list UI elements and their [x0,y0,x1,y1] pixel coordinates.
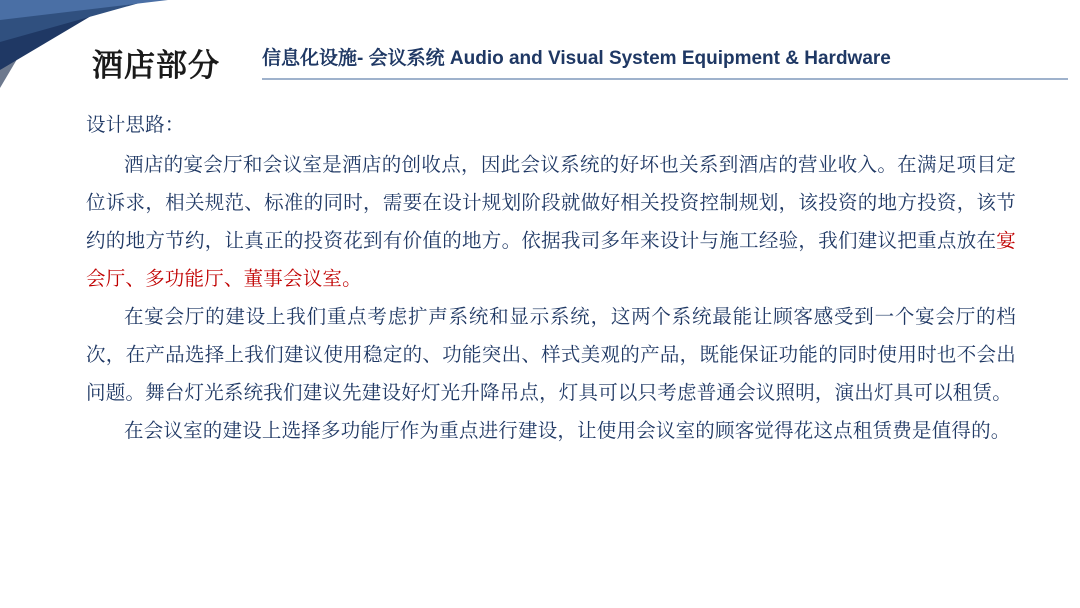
header-divider [262,78,1068,80]
page-title: 酒店部分 [92,48,220,83]
corner-triangle-light [0,0,168,20]
slide-body [86,106,1016,450]
body-paragraph-1-highlight: 宴会厅、多功能厅、董事会议室。 [86,230,1016,290]
body-lead-label: 设计思路： [86,114,185,136]
body-paragraph-1-text: 酒店的宴会厅和会议室是酒店的创收点，因此会议系统的好坏也关系到酒店的营业收入。在满足项目定位诉求，相关规范、标准的同时，需要在设计规划阶段就做好相关投资控制规划，该投资的地方投资，该节约的地方节约，让真正的投资花到有价值的地方。依据我司多年来设计与施工经验，我们建议把重点放在 [86,154,1016,252]
body-paragraph-2: 在宴会厅的建设上我们重点考虑扩声系统和显示系统，这两个系统最能让顾客感受到一个宴会厅的档次，在产品选择上我们建议使用稳定的、功能突出、样式美观的产品，既能保证功能的同时使用时也不会出问题。舞台灯光系统我们建议先建设好灯光升降吊点，灯具可以只考虑普通会议照明，演出灯具可以租赁。 [86,306,1016,404]
slide-header [0,24,1080,88]
body-paragraph-3: 在会议室的建设上选择多功能厅作为重点进行建设，让使用会议室的顾客觉得花这点租赁费是值得的。 [124,420,1011,442]
page-subtitle: 信息化设施- 会议系统 Audio and Visual System Equipment & Hardware [262,48,891,69]
body-paragraph-1 [86,146,1016,298]
